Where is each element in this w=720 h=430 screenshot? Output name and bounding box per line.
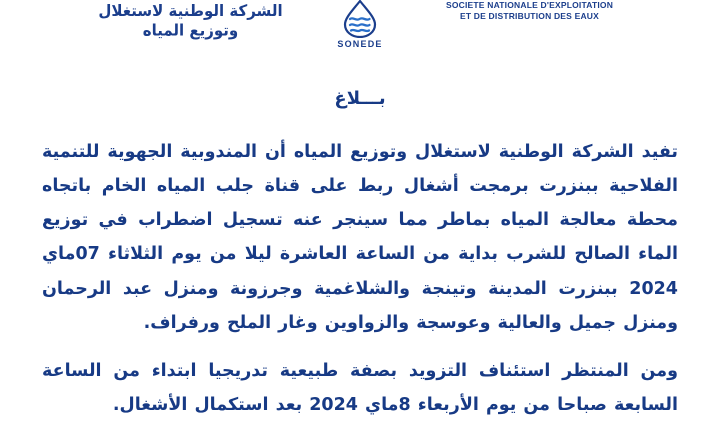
document-header [0, 0, 720, 58]
sonede-logo [304, 0, 416, 49]
paragraph-2: ومن المنتظر استئناف التزويد بصفة طبيعية تدريجيا ابتداء من الساعة السابعة صباحا من يوم الأربعاء 8ماي 2024 بعد استكمال الأشغال. [42, 360, 678, 415]
logo-wordmark: SONEDE [337, 39, 383, 49]
document-title: بـــلاغ [334, 88, 386, 109]
brand-name-french-line2: ET DE DISTRIBUTION DES EAUX [459, 11, 600, 22]
brand-text-arabic [83, 0, 298, 40]
water-drop-waves-icon [332, 0, 388, 38]
paragraph-1: تفيد الشركة الوطنية لاستغلال وتوزيع المياه أن المندوبية الجهوية للتنمية الفلاحية ببنزرت برمجت أشغال ربط على قناة جلب المياه الخام باتجاه محطة معالجة المياه بماطر مما سينجر عنه تسجيل اضطراب في توزيع الماء الصالح للشرب بداية من الساعة العاشرة ليلا من يوم الثلاثاء 07ماي 2024 ببنزرت المدينة وتينجة والشلاغمية وجرزونة ومنزل عبد الرحمان ومنزل جميل والعالية وعوسجة والزواوين وغار الملح ورفراف. [42, 142, 678, 333]
brand-name-french-line1: SOCIETE NATIONALE D'EXPLOITATION [445, 0, 614, 10]
brand-text-french [422, 0, 637, 23]
document-body [42, 135, 678, 422]
brand-name-arabic: الشركة الوطنية لاستغلال وتوزيع المياه [98, 1, 283, 40]
